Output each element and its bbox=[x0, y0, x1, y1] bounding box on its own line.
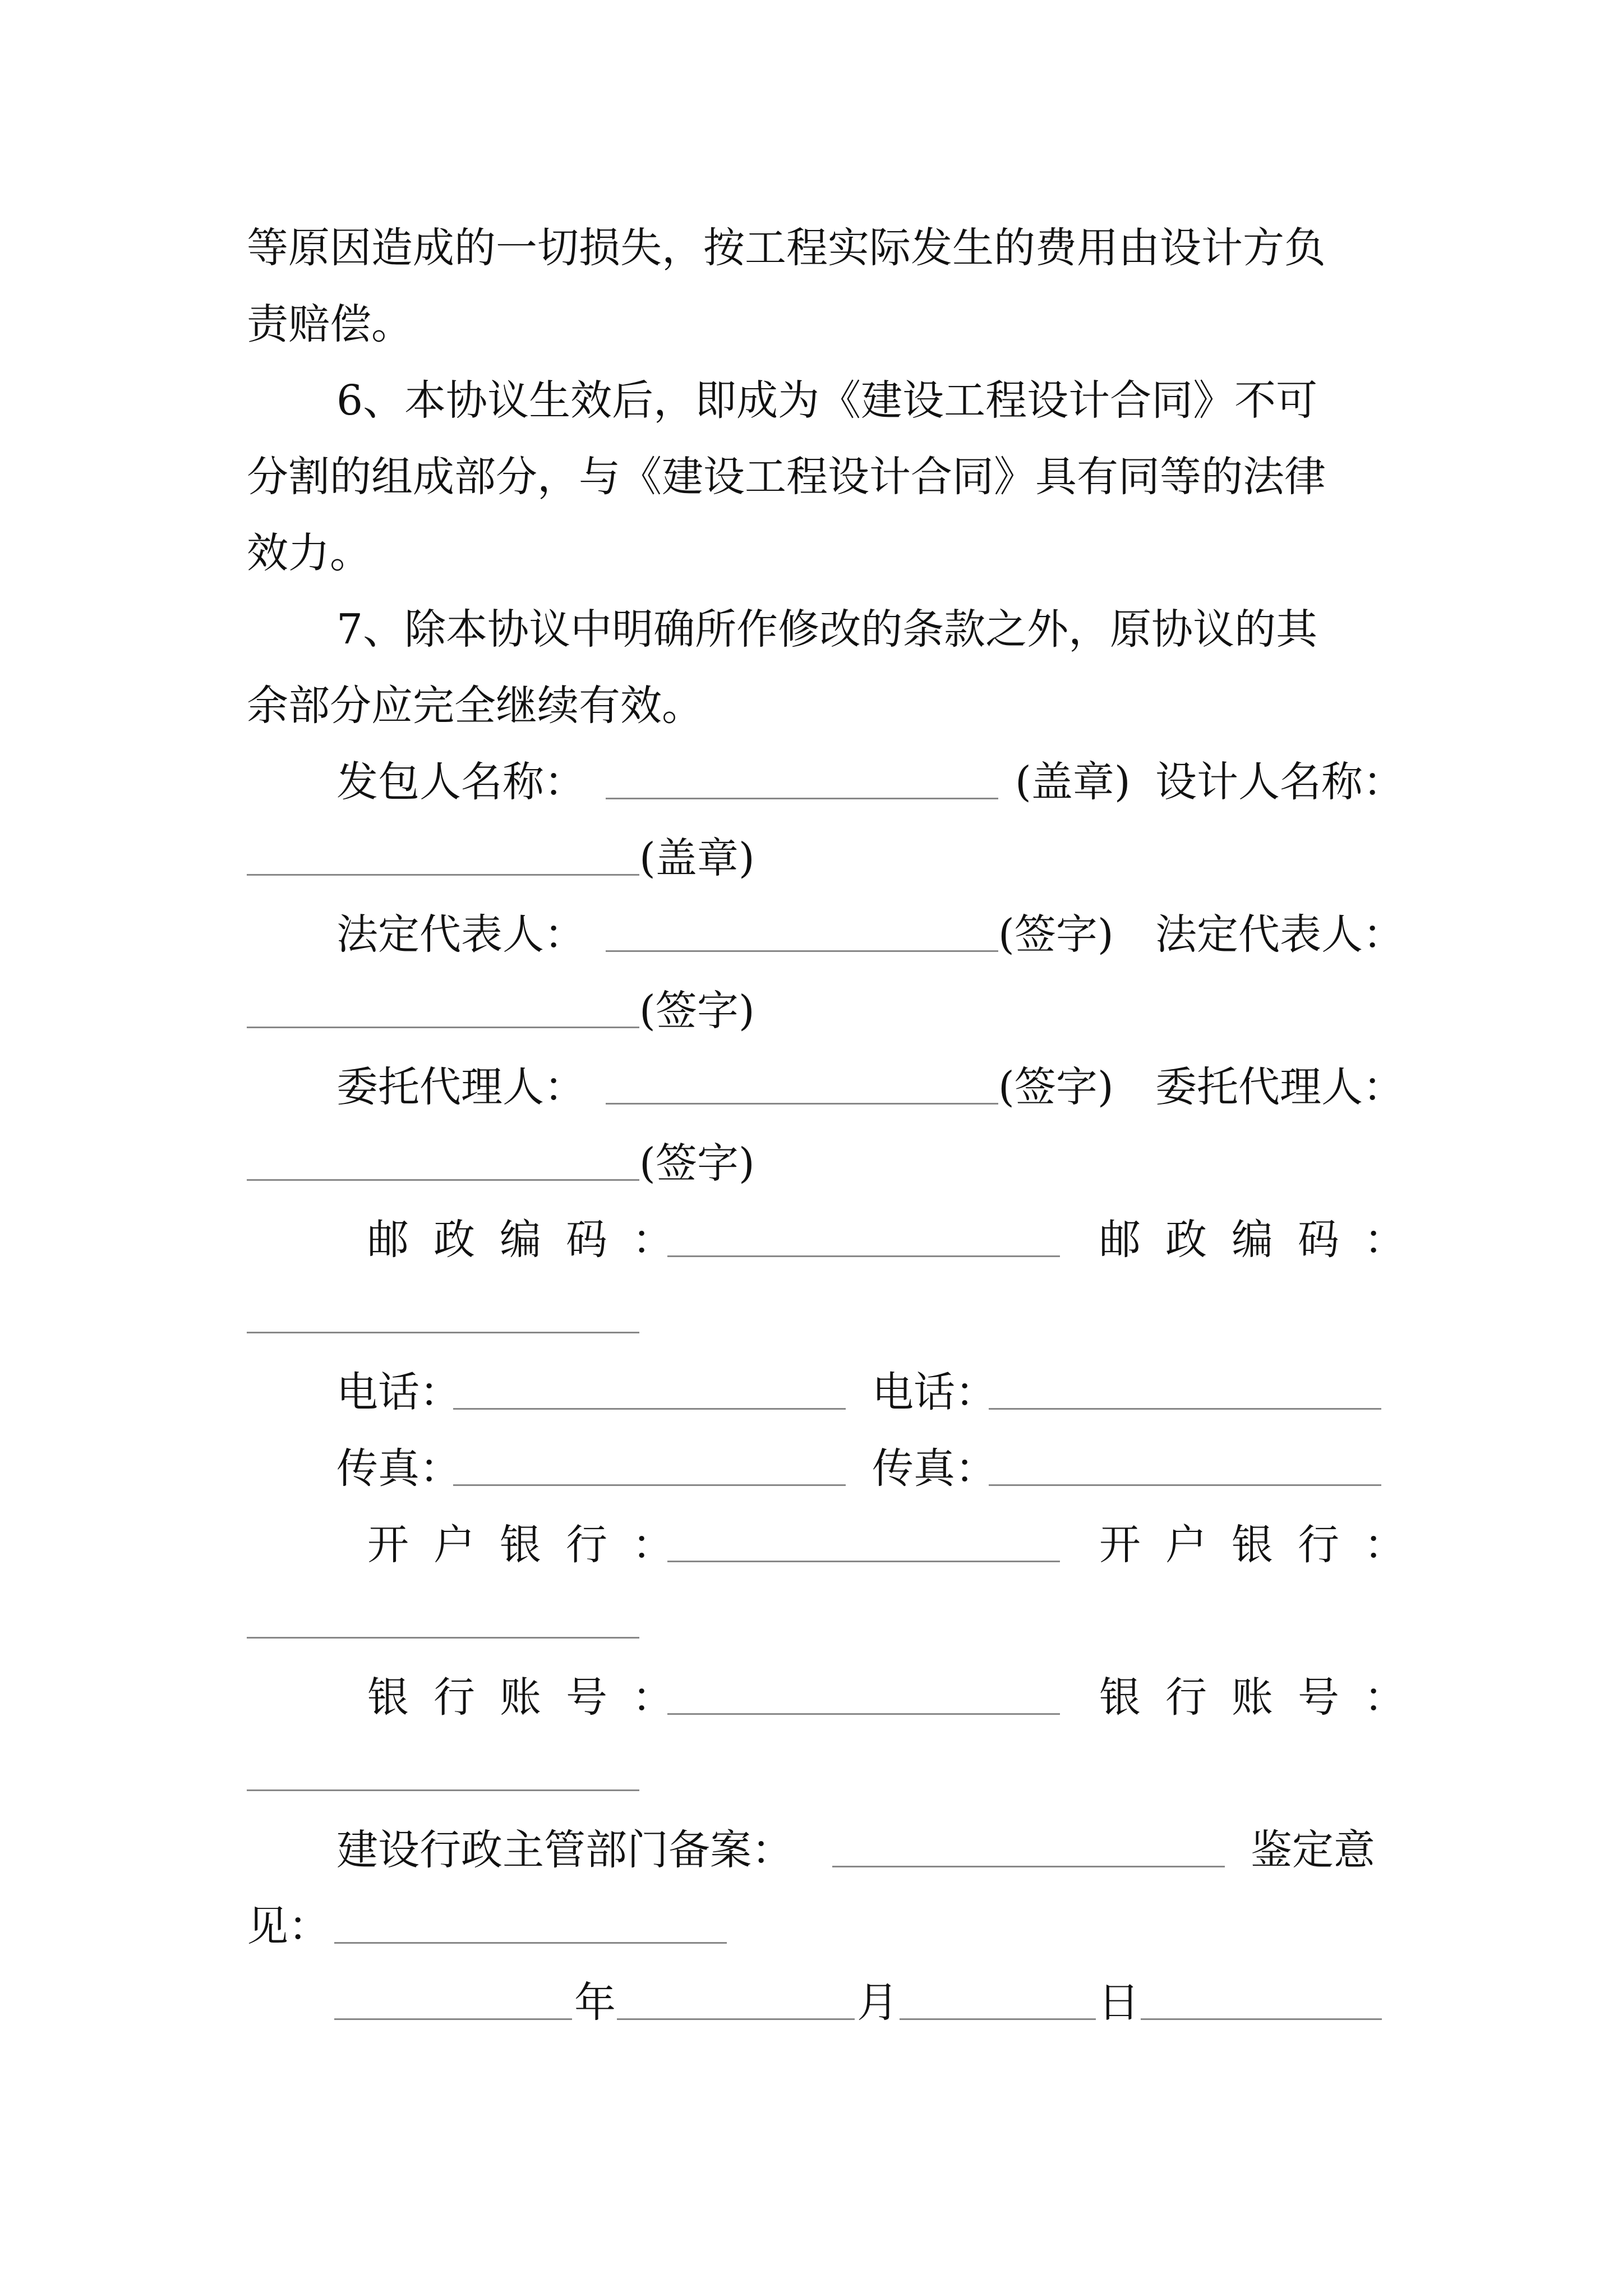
opinion-row bbox=[0, 1898, 1623, 1954]
employer-fax-label: 传真： bbox=[336, 1444, 461, 1493]
agent-row bbox=[0, 1059, 1623, 1115]
designer-account-field[interactable] bbox=[247, 1789, 639, 1791]
clause-text: 责赔偿。 bbox=[247, 300, 413, 348]
designer-name-row bbox=[0, 830, 1623, 886]
designer-agent-row bbox=[0, 1135, 1623, 1191]
employer-agent-signature-note: (签字) bbox=[998, 1063, 1114, 1111]
designer-account-row bbox=[0, 1746, 1623, 1802]
clause-text: 余部分应完全继续有效。 bbox=[247, 682, 703, 730]
designer-phone-label: 电话： bbox=[872, 1368, 997, 1416]
clause-7-line-1 bbox=[0, 601, 1623, 657]
month-field[interactable] bbox=[900, 2018, 1096, 2020]
clause-6-line-2 bbox=[0, 449, 1623, 505]
employer-legal-rep-label: 法定代表人： bbox=[336, 910, 585, 959]
designer-agent-field[interactable] bbox=[247, 1179, 639, 1181]
employer-postal-code-field[interactable] bbox=[667, 1255, 1060, 1257]
employer-agent-field[interactable] bbox=[606, 1103, 998, 1105]
employer-phone-label: 电话： bbox=[336, 1368, 461, 1416]
party-name-row bbox=[0, 754, 1623, 810]
designer-postal-code-row bbox=[0, 1288, 1623, 1344]
date-row bbox=[0, 1975, 1623, 2031]
clause-text: 效力。 bbox=[247, 529, 371, 577]
year-field[interactable] bbox=[617, 2018, 855, 2020]
designer-bank-field[interactable] bbox=[247, 1637, 639, 1639]
day-field[interactable] bbox=[1141, 2018, 1382, 2020]
employer-account-field[interactable] bbox=[667, 1713, 1060, 1715]
clause-text: 等原因造成的一切损失，按工程实际发生的费用由设计方负 bbox=[247, 224, 1326, 272]
postal-code-row bbox=[0, 1212, 1623, 1268]
employer-account-label: 银行账号： bbox=[367, 1673, 698, 1722]
clause-6-line-3 bbox=[0, 525, 1623, 581]
clause-5-line-1 bbox=[0, 220, 1623, 276]
designer-bank-label: 开户银行： bbox=[1099, 1521, 1430, 1569]
designer-name-field[interactable] bbox=[247, 874, 639, 876]
employer-name-label: 发包人名称： bbox=[336, 758, 585, 806]
account-row bbox=[0, 1669, 1623, 1726]
designer-legal-rep-signature-note: (签字) bbox=[639, 987, 755, 1035]
opinion-label-part2: 见： bbox=[247, 1902, 330, 1950]
date-lead-field[interactable] bbox=[334, 2018, 572, 2020]
employer-legal-rep-signature-note: (签字) bbox=[998, 910, 1114, 959]
employer-bank-field[interactable] bbox=[667, 1561, 1060, 1562]
designer-legal-rep-label: 法定代表人： bbox=[1155, 910, 1404, 959]
designer-account-label: 银行账号： bbox=[1099, 1673, 1430, 1722]
year-label: 年 bbox=[574, 1978, 616, 2027]
designer-phone-field[interactable] bbox=[989, 1408, 1381, 1410]
opinion-field[interactable] bbox=[334, 1942, 727, 1944]
day-label: 日 bbox=[1098, 1978, 1140, 2027]
designer-bank-row bbox=[0, 1593, 1623, 1649]
filing-row bbox=[0, 1822, 1623, 1878]
designer-agent-signature-note: (签字) bbox=[639, 1139, 755, 1188]
employer-name-field[interactable] bbox=[606, 798, 998, 799]
phone-row bbox=[0, 1364, 1623, 1420]
designer-fax-field[interactable] bbox=[989, 1484, 1381, 1486]
employer-seal-note: (盖章) bbox=[1015, 758, 1131, 806]
employer-agent-label: 委托代理人： bbox=[336, 1063, 585, 1111]
designer-postal-code-label: 邮政编码： bbox=[1099, 1216, 1430, 1264]
bank-row bbox=[0, 1517, 1623, 1573]
clause-text: 分割的组成部分，与《建设工程设计合同》具有同等的法律 bbox=[247, 453, 1326, 501]
designer-fax-label: 传真： bbox=[872, 1444, 997, 1493]
designer-name-label: 设计人名称： bbox=[1155, 758, 1404, 806]
designer-legal-rep-row bbox=[0, 983, 1623, 1039]
designer-agent-label: 委托代理人： bbox=[1155, 1063, 1404, 1111]
month-label: 月 bbox=[857, 1978, 898, 2027]
clause-text: 7、除本协议中明确所作修改的条款之外，原协议的其 bbox=[336, 605, 1318, 654]
clause-5-line-2 bbox=[0, 296, 1623, 352]
employer-fax-field[interactable] bbox=[453, 1484, 846, 1486]
filing-authority-label: 建设行政主管部门备案： bbox=[336, 1826, 793, 1874]
clause-text: 6、本协议生效后，即成为《建设工程设计合同》不可 bbox=[336, 376, 1318, 425]
clause-7-line-2 bbox=[0, 678, 1623, 734]
opinion-label-part1: 鉴定意 bbox=[1251, 1826, 1375, 1874]
legal-rep-row bbox=[0, 907, 1623, 963]
designer-postal-code-field[interactable] bbox=[247, 1332, 639, 1333]
clause-6-line-1 bbox=[0, 372, 1623, 429]
employer-phone-field[interactable] bbox=[453, 1408, 846, 1410]
fax-row bbox=[0, 1441, 1623, 1497]
designer-seal-note: (盖章) bbox=[639, 834, 755, 882]
employer-postal-code-label: 邮政编码： bbox=[367, 1216, 698, 1264]
employer-legal-rep-field[interactable] bbox=[606, 950, 998, 952]
employer-bank-label: 开户银行： bbox=[367, 1521, 698, 1569]
filing-authority-field[interactable] bbox=[832, 1866, 1225, 1867]
designer-legal-rep-field[interactable] bbox=[247, 1027, 639, 1028]
